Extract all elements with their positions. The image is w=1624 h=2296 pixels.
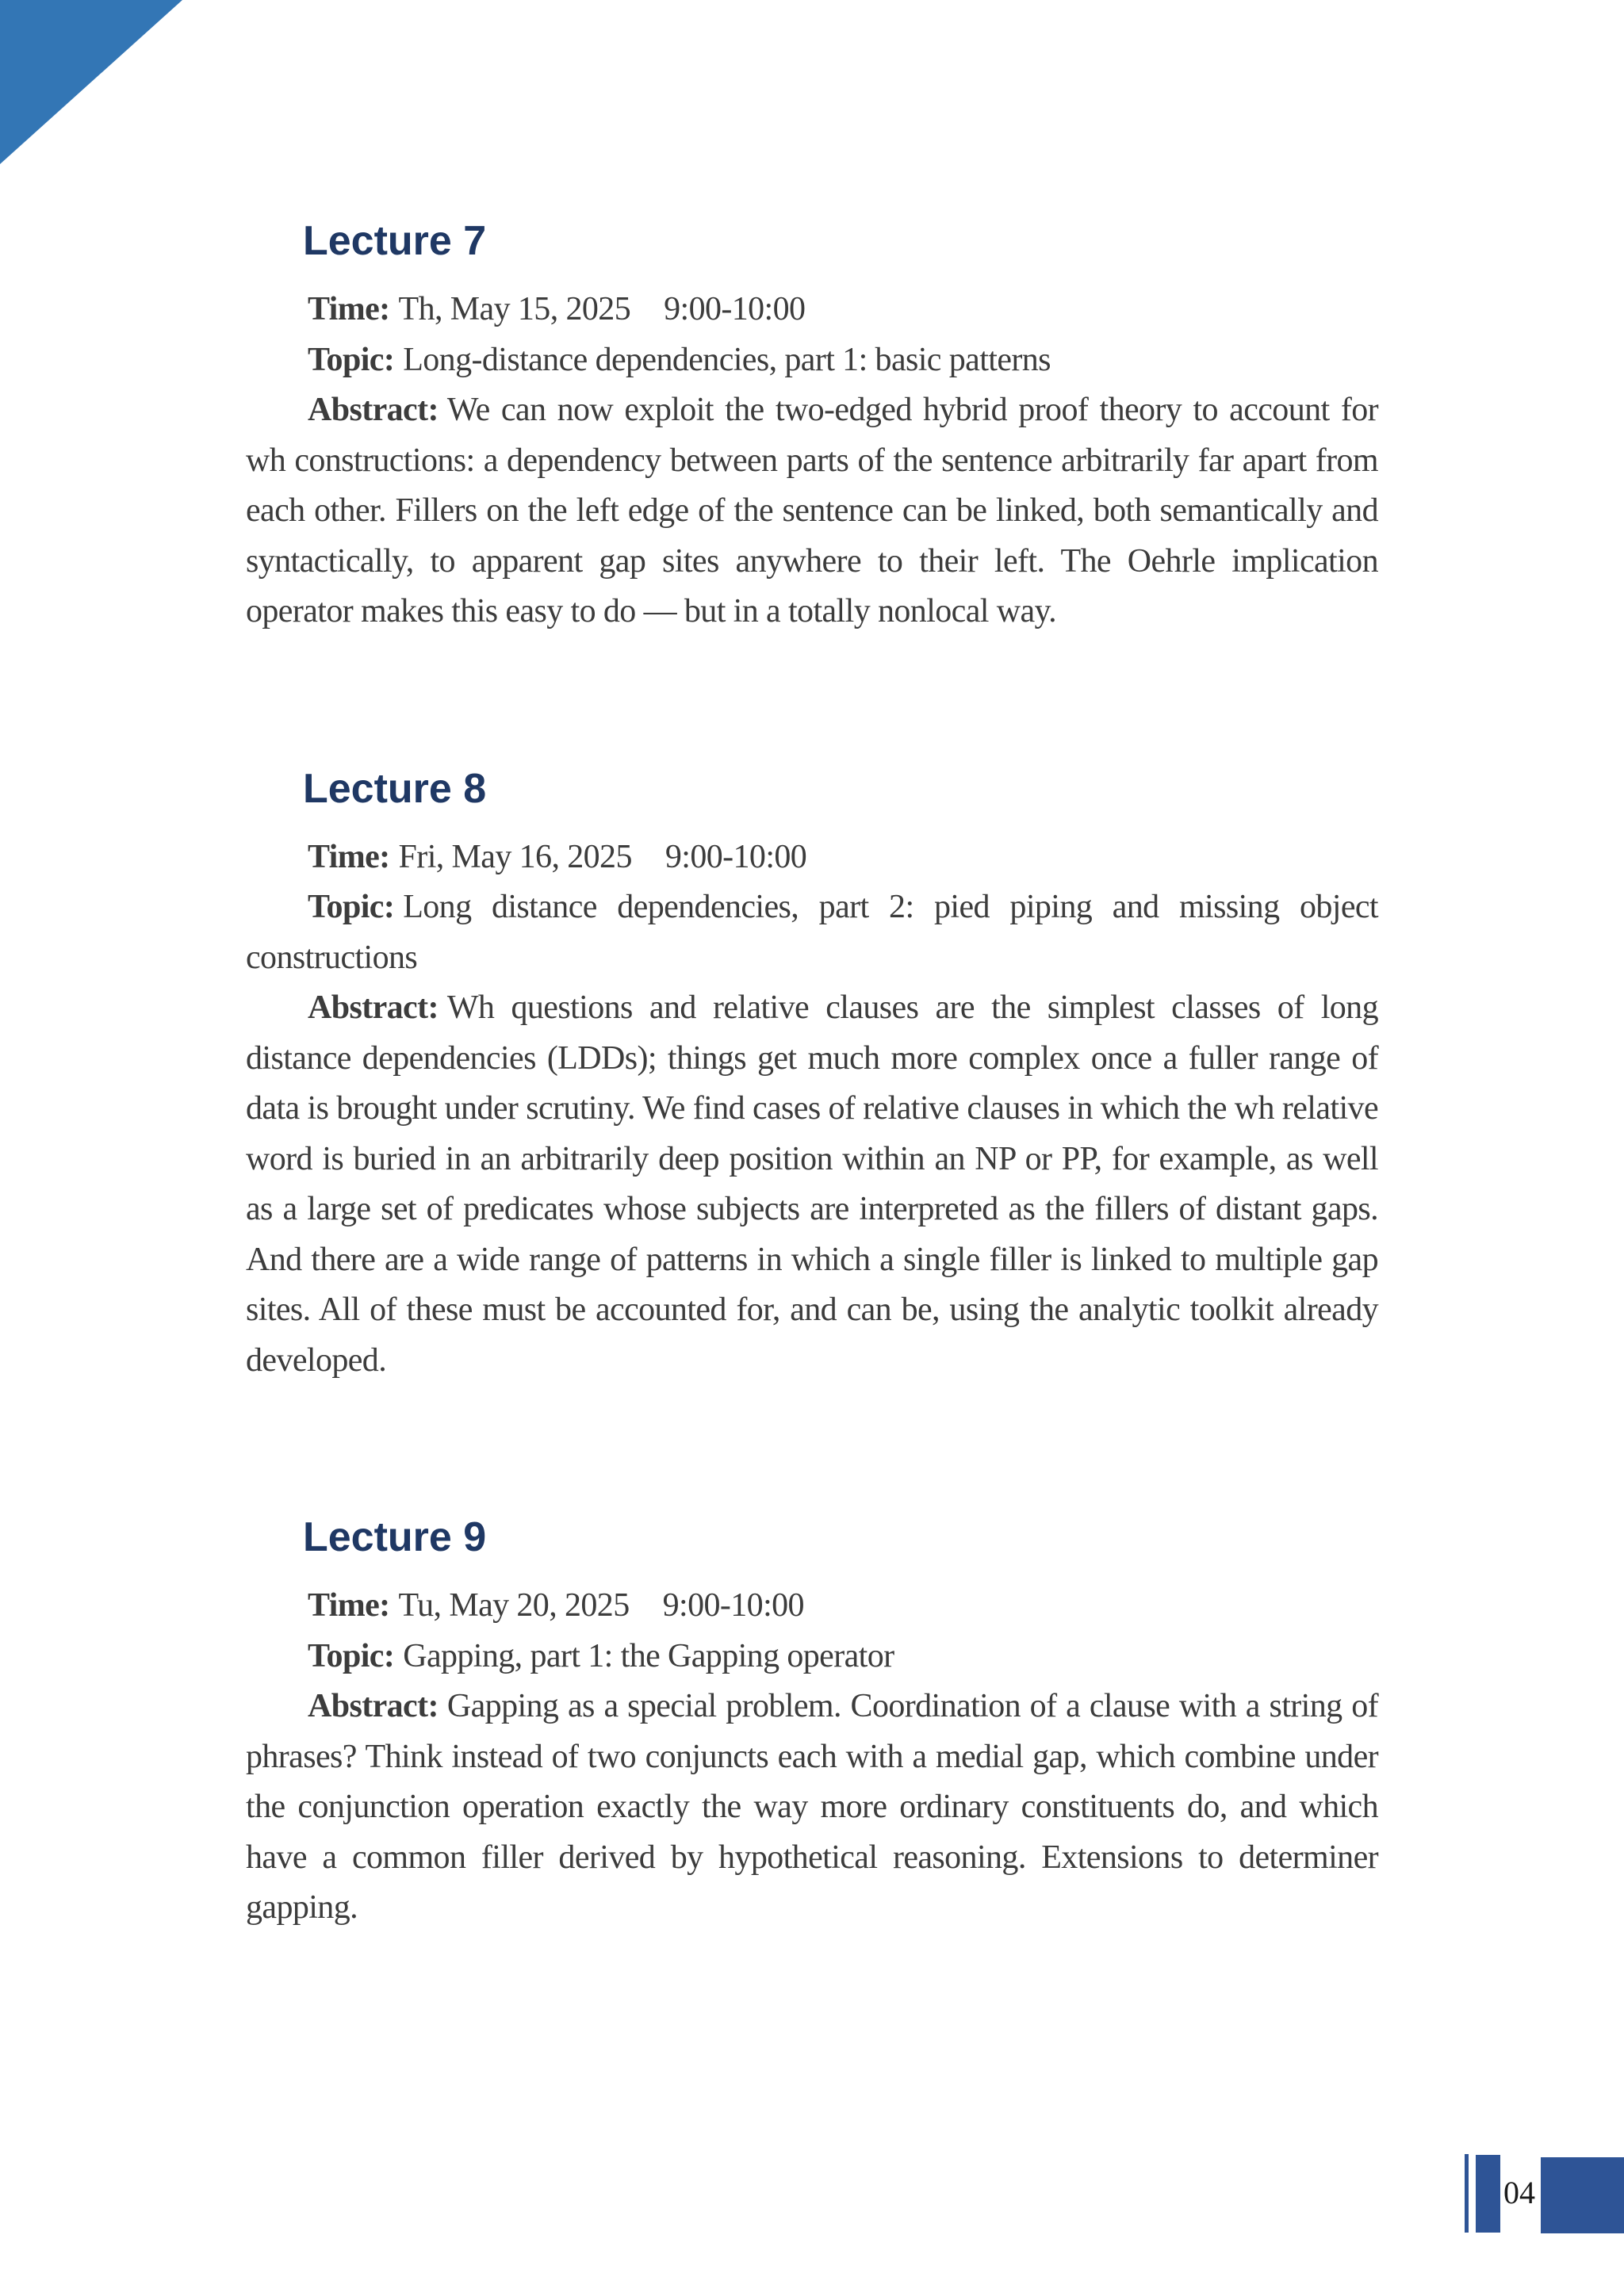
footer-accent-block — [1541, 2157, 1624, 2233]
abstract-text: We can now exploit the two-edged hybrid proof theory to account for wh constructions: a dependency between parts of the sentence arbitrarily far apart from each other. Fillers on the left edge of the sentence can be linked, both semantically and syntactically, to apparent gap sites anywhere to their left. The Oehrle implication operator makes this easy to do — but in a totally nonlocal way. — [246, 392, 1378, 629]
lecture-7-time-line — [246, 285, 1378, 335]
time-range: 9:00-10:00 — [664, 291, 806, 327]
time-range: 9:00-10:00 — [665, 838, 807, 875]
topic-label: Topic: — [308, 341, 395, 378]
topic-label: Topic: — [308, 889, 395, 925]
topic-text: Long distance dependencies, part 2: pied piping and missing object constructions — [246, 889, 1378, 976]
abstract-label: Abstract: — [308, 1688, 439, 1724]
abstract-text: Gapping as a special problem. Coordination of a clause with a string of phrases? Think instead of two conjuncts each with a medial gap, which combine under the conjunction operation exactly the way more ordinary constituents do, and which have a common filler derived by hypothetical reasoning. Extensions to determiner gapping. — [246, 1688, 1378, 1926]
abstract-label: Abstract: — [308, 392, 439, 428]
lecture-8-title: Lecture 8 — [303, 765, 487, 812]
lecture-8-abstract — [246, 983, 1378, 1386]
lecture-8-time-line — [246, 832, 1378, 883]
lecture-8-topic-line — [246, 882, 1378, 983]
lecture-section-9 — [246, 1512, 1378, 1934]
lecture-7-topic-line — [246, 335, 1378, 386]
time-label: Time: — [308, 291, 390, 327]
time-label: Time: — [308, 1587, 390, 1624]
time-date: Th, May 15, 2025 — [398, 291, 631, 327]
lecture-9-topic-line — [246, 1632, 1378, 1682]
lecture-9-abstract — [246, 1682, 1378, 1934]
footer-accent-bar-thick — [1476, 2155, 1500, 2233]
abstract-label: Abstract: — [308, 989, 439, 1026]
time-date: Fri, May 16, 2025 — [398, 838, 632, 875]
topic-text: Long-distance dependencies, part 1: basic patterns — [403, 341, 1051, 378]
lecture-section-7 — [246, 216, 1378, 637]
lecture-9-time-line — [246, 1581, 1378, 1632]
lecture-7-title: Lecture 7 — [303, 218, 487, 264]
abstract-text: Wh questions and relative clauses are the simplest classes of long distance dependencies (LDDs); things get much more complex once a fuller range of data is brought under scrutiny. We find cases of relative clauses in which the wh relative word is buried in an arbitrarily deep position within an NP or PP, for example, as well as a large set of predicates whose subjects are interpreted as the fillers of distant gaps. And there are a wide range of patterns in which a single filler is linked to multiple gap sites. All of these must be accounted for, and can be, using the analytic toolkit already developed. — [246, 989, 1378, 1379]
topic-text: Gapping, part 1: the Gapping operator — [403, 1637, 894, 1674]
lecture-9-title: Lecture 9 — [303, 1514, 487, 1560]
footer-accent-bar-thin — [1465, 2154, 1469, 2233]
time-date: Tu, May 20, 2025 — [398, 1587, 630, 1624]
time-label: Time: — [308, 838, 390, 875]
lecture-section-8 — [246, 763, 1378, 1387]
topic-label: Topic: — [308, 1637, 395, 1674]
lecture-7-abstract — [246, 385, 1378, 637]
time-range: 9:00-10:00 — [662, 1587, 804, 1624]
page-number: 04 — [1503, 2175, 1535, 2210]
